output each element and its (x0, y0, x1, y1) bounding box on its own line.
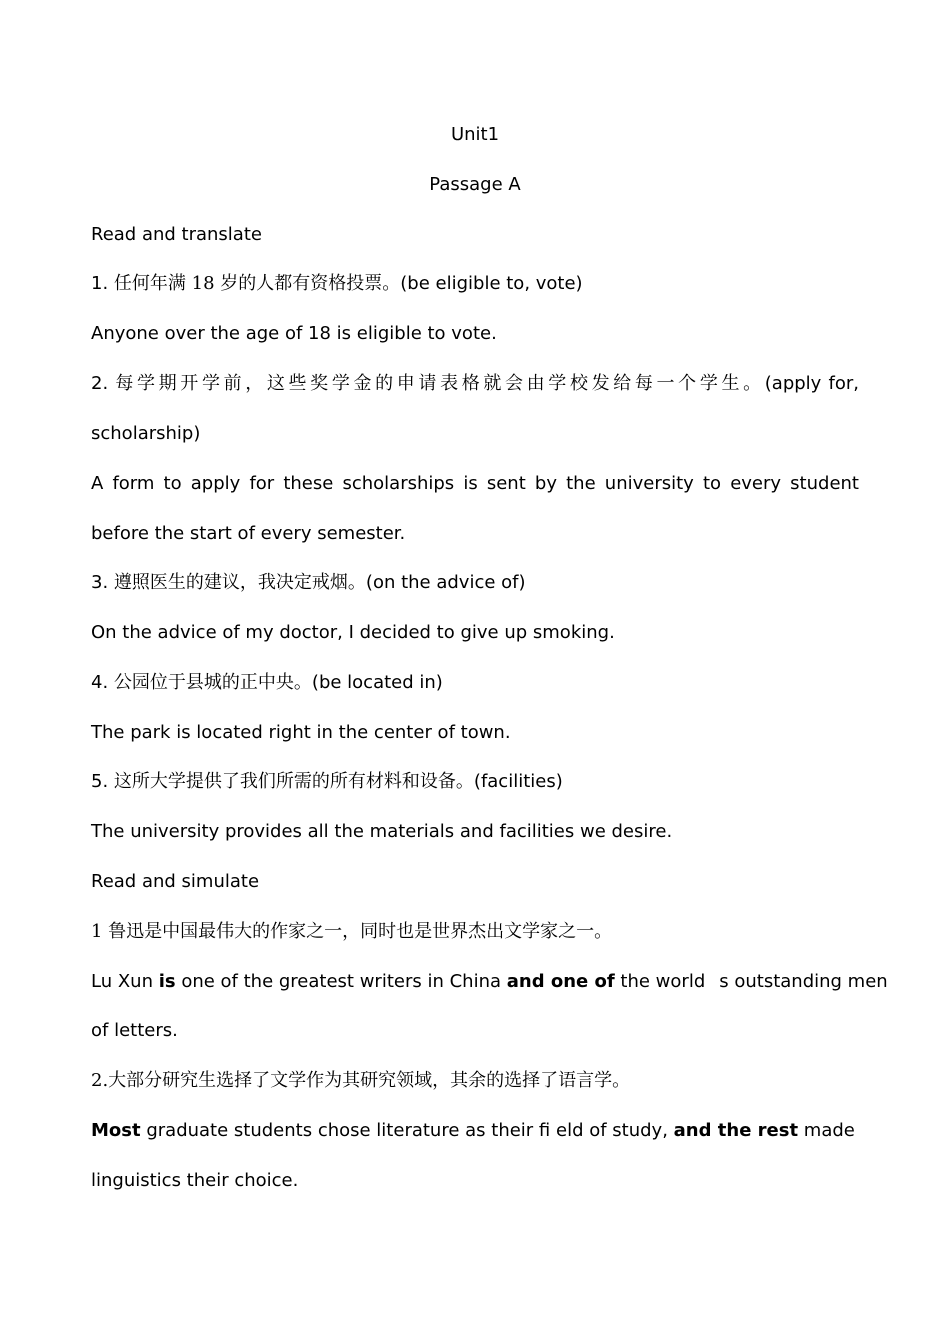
translate-item-1-prompt (91, 272, 583, 296)
text-run: graduate students chose literature as their fi eld of study, (140, 1120, 674, 1141)
simulate-item-2-english-cont: linguistics their choice. (91, 1170, 299, 1191)
translate-item-2-answer: A form to apply for these scholarships is sent by the university to every student (91, 473, 859, 494)
translate-item-4-prompt (91, 671, 443, 695)
translate-item-3-prompt (91, 571, 526, 595)
key-phrase: is (158, 971, 176, 992)
text-run: made (798, 1120, 855, 1141)
translate-item-3-answer: On the advice of my doctor, I decided to give up smoking. (91, 622, 615, 643)
simulate-item-2-english (91, 1119, 855, 1143)
simulate-item-2-chinese: 2.大部分研究生选择了文学作为其研究领域，其余的选择了语言学。 (91, 1070, 631, 1091)
translate-item-1-answer: Anyone over the age of 18 is eligible to vote. (91, 323, 497, 344)
item-number: 5. (91, 771, 109, 792)
hint-words: (apply for, (764, 373, 859, 394)
chinese-sentence: 遵照医生的建议，我决定戒烟。 (113, 572, 366, 593)
key-phrase: and one of (506, 971, 615, 992)
hint-words: (facilities) (473, 771, 563, 792)
item-number: 4. (91, 672, 109, 693)
translate-item-2-prompt (91, 372, 859, 396)
item-number: 2. (91, 373, 109, 394)
page-title: Unit1 (450, 124, 500, 145)
translate-item-2-hint-cont: scholarship) (91, 423, 201, 444)
simulate-item-1-english-cont: of letters. (91, 1020, 178, 1041)
simulate-item-1-chinese: 1 鲁迅是中国最伟大的作家之一，同时也是世界杰出文学家之一。 (91, 921, 613, 942)
chinese-sentence: 任何年满 18 岁的人都有资格投票。 (113, 273, 401, 294)
text-run: the world (614, 971, 706, 992)
hint-words: (on the advice of) (365, 572, 526, 593)
chinese-sentence: 每学期开学前，这些奖学金的申请表格就会由学校发给每一个学生。 (115, 373, 765, 394)
chinese-sentence: 这所大学提供了我们所需的所有材料和设备。 (113, 771, 474, 792)
hint-words: (be located in) (311, 672, 443, 693)
chinese-sentence: 公园位于县城的正中央。 (113, 672, 312, 693)
hint-words: (be eligible to, vote) (400, 273, 583, 294)
simulate-item-1-english (91, 970, 888, 994)
text-run: one of the greatest writers in China (175, 971, 507, 992)
page-subtitle: Passage A (429, 174, 521, 195)
translate-item-5-answer: The university provides all the materials and facilities we desire. (91, 821, 673, 842)
translate-item-4-answer: The park is located right in the center of town. (91, 722, 511, 743)
translate-item-2-answer-cont: before the start of every semester. (91, 523, 406, 544)
section-heading-simulate: Read and simulate (91, 871, 260, 892)
translate-item-5-prompt (91, 770, 563, 794)
item-number: 3. (91, 572, 109, 593)
section-heading-translate: Read and translate (91, 224, 262, 245)
item-number: 1. (91, 273, 109, 294)
text-run: Lu Xun (91, 971, 159, 992)
text-run: s outstanding men (719, 971, 888, 992)
key-phrase: and the rest (673, 1120, 799, 1141)
key-phrase: Most (91, 1120, 141, 1141)
